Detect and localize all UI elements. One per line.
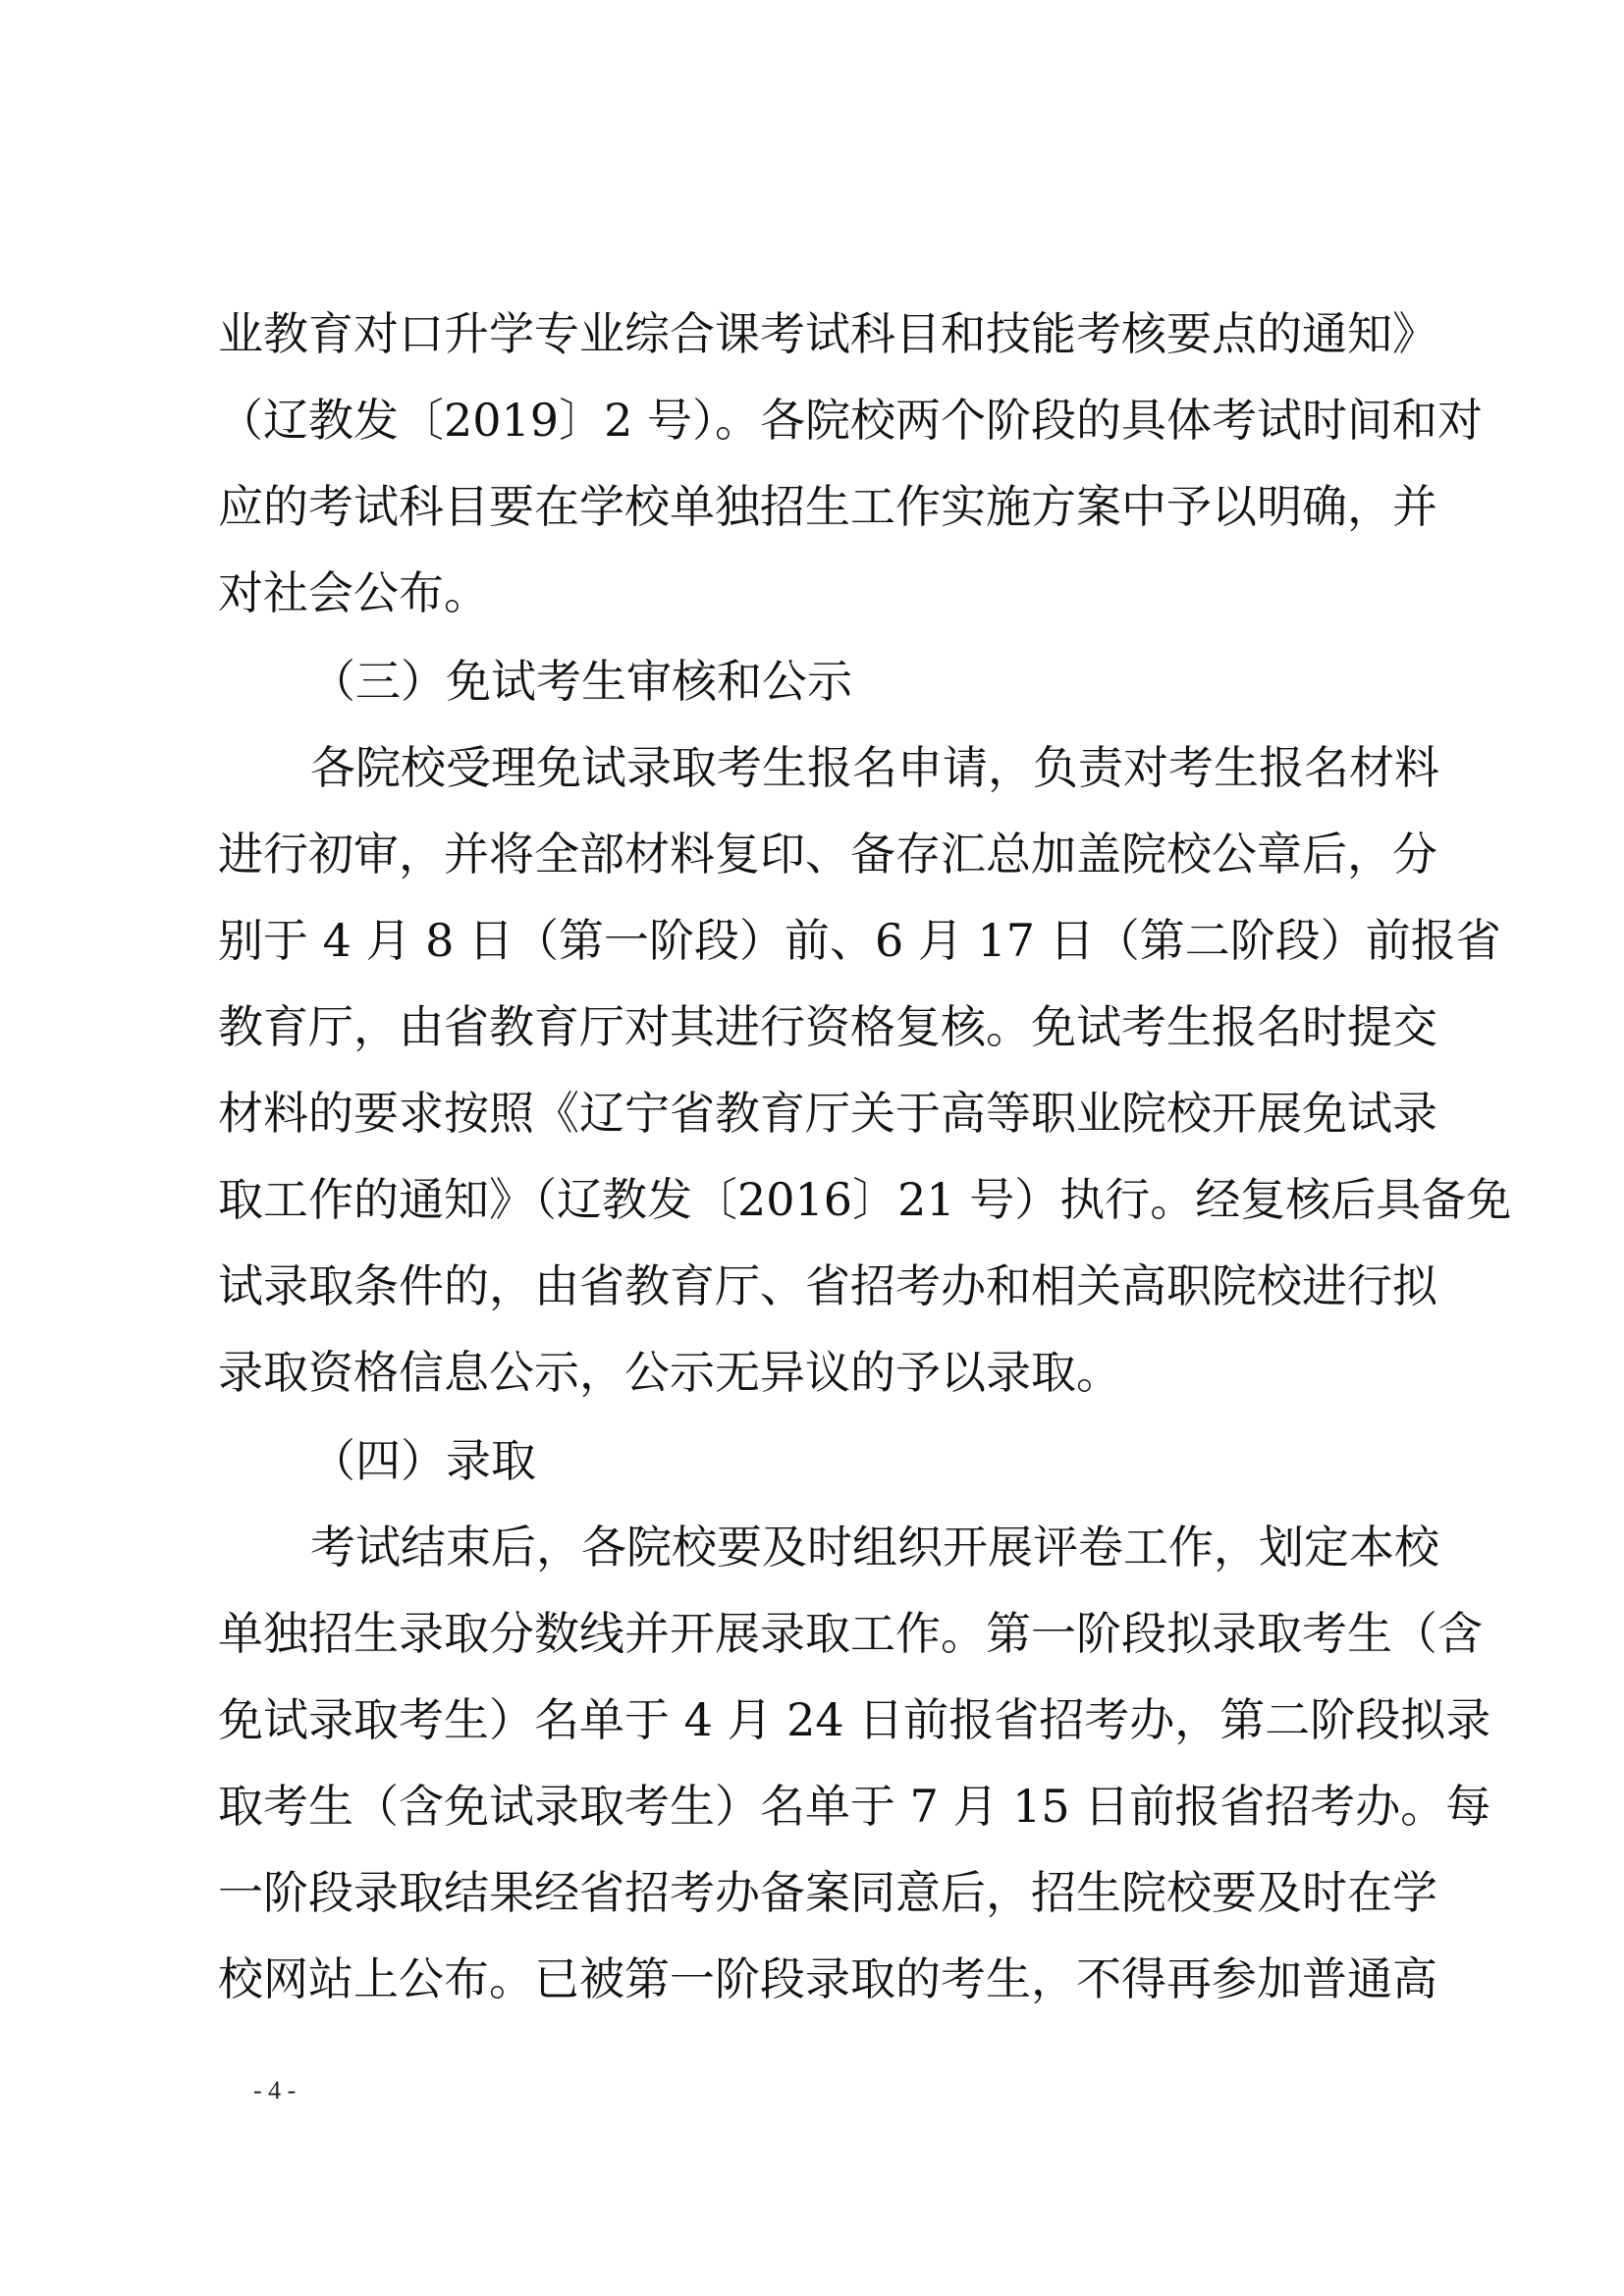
body-text-line: 应的考试科目要在学校单独招生工作实施方案中予以明确，并 <box>218 480 1437 533</box>
body-text-line: 业教育对口升学专业综合课考试科目和技能考核要点的通知》 <box>218 307 1437 360</box>
body-text-line: 教育厅，由省教育厅对其进行资格复核。免试考生报名时提交 <box>218 1000 1437 1053</box>
body-text-line: 对社会公布。 <box>218 566 489 619</box>
page-number: - 4 - <box>253 2076 297 2105</box>
body-text-line: 录取资格信息公示，公示无异议的予以录取。 <box>218 1346 1121 1399</box>
body-text-line: 材料的要求按照《辽宁省教育厅关于高等职业院校开展免试录 <box>218 1087 1437 1140</box>
body-text-line: 免试录取考生）名单于 4 月 24 日前报省招考办，第二阶段拟录 <box>218 1693 1491 1746</box>
body-text-line: 试录取条件的，由省教育厅、省招考办和相关高职院校进行拟 <box>218 1259 1437 1312</box>
section-heading-four: （四）录取 <box>310 1434 536 1487</box>
body-text-line: 取工作的通知》（辽教发〔2016〕21 号）执行。经复核后具备免 <box>218 1173 1512 1226</box>
body-text-line: 进行初审，并将全部材料复印、备存汇总加盖院校公章后，分 <box>218 828 1437 881</box>
section-heading-three: （三）免试考生审核和公示 <box>310 655 852 708</box>
body-text-line: 一阶段录取结果经省招考办备案同意后，招生院校要及时在学 <box>218 1866 1437 1919</box>
body-text-line: 单独招生录取分数线并开展录取工作。第一阶段拟录取考生（含 <box>218 1607 1483 1660</box>
body-text-line: 别于 4 月 8 日（第一阶段）前、6 月 17 日（第二阶段）前报省 <box>218 914 1501 967</box>
body-text-line: 取考生（含免试录取考生）名单于 7 月 15 日前报省招考办。每 <box>218 1780 1491 1833</box>
body-text-line: （辽教发〔2019〕2 号）。各院校两个阶段的具体考试时间和对 <box>218 394 1483 447</box>
paragraph-first-line: 各院校受理免试录取考生报名申请，负责对考生报名材料 <box>310 741 1439 794</box>
paragraph-first-line: 考试结束后，各院校要及时组织开展评卷工作，划定本校 <box>310 1521 1439 1574</box>
body-text-line: 校网站上公布。已被第一阶段录取的考生，不得再参加普通高 <box>218 1952 1437 2005</box>
